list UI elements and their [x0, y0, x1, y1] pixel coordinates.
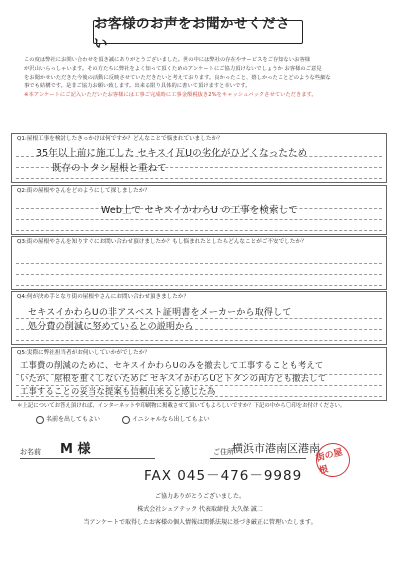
option-real-name[interactable] — [36, 414, 100, 424]
privacy-note: 当アンケートで取得したお客様の個人情報は関係法規に基づき厳正に管理いたします。 — [83, 519, 317, 526]
question-block-4 — [11, 291, 387, 345]
name-value[interactable]: M 様 — [60, 442, 91, 457]
address-label: ご住所 — [213, 448, 234, 456]
question-label: Q4:何が決め手となり街の屋根やさんにお問い合わせ頂きましたか？ — [17, 294, 190, 300]
option-circle-icon[interactable] — [122, 416, 130, 424]
answer-text: Web上で セキスイかわらU の工事を検索して — [101, 205, 298, 216]
answer-text: 35年以上前に施工した セキスイ瓦Uの劣化がひどくなったため — [36, 148, 308, 159]
company-line: 株式会社シェアテック 代表取締役 大久保 誠二 — [137, 506, 263, 513]
intro-line: が沢山いらっしゃいます。その方たちに弊社をよく知って頂くためのアンケートにご協力頂けないでしょうか お客様のご意見 — [24, 65, 322, 72]
intro-line: をお聞かせいただきた今後の活動に反映させていただきたいと考えております。良かったこと、嬉しかったことどのような些細な — [24, 74, 331, 81]
name-underline — [20, 458, 155, 459]
address-value[interactable]: 横浜市港南区港南 — [232, 442, 320, 455]
answer-text: 工事費の削減のために、セキスイかわらUのみを撤去して工事することも考えて — [20, 360, 324, 370]
option-circle-icon[interactable] — [36, 416, 44, 424]
question-label: Q5:実際に弊社担当者がお伺いしていかがでしたか？ — [17, 350, 150, 356]
fax-number: FAX 045－476－9989 — [144, 468, 303, 484]
cashback-note: ※本アンケートにご記入いただいたお客様には工事ご完成時に工事金額税抜き2%をキャッシュバックさせていただきます。 — [24, 92, 317, 99]
option-label: イニシャルなら出してもよい — [132, 416, 210, 423]
question-label: Q2:街の屋根やさんをどのようにして探しましたか？ — [17, 188, 150, 194]
company-seal-stamp: 街の屋根 — [312, 439, 353, 480]
option-initials[interactable] — [122, 414, 210, 424]
question-label: Q3:街の屋根やさんを知りすぐにお問い合わせ頂けましたか？もし悩まれたとしたらどんなことがご不安でしたか？ — [17, 239, 307, 245]
answer-text: いたが、屋根を重くしないために セキスイかわらUとトタンの両方とも撤去して — [20, 373, 327, 383]
question-label: Q1:屋根工事を検討したきっかけは何ですか？どんなことで悩まれていましたか？ — [17, 136, 223, 142]
intro-text — [24, 56, 384, 100]
answer-text: セキスイかわらUの非アスベスト証明書をメーカーから取得して — [28, 308, 292, 318]
option-label: 名前を出してもよい — [46, 416, 101, 423]
answer-text: 既存のトタン屋根と重ねて — [52, 163, 167, 174]
name-label: お名前 — [20, 448, 41, 456]
answer-text: 工事することの妥当な提案も信頼出来ると感じた為 — [20, 386, 216, 396]
intro-line: この度は弊社にお問い合わせを頂き誠にありがとうございました。世の中には弊社の存在やサービスをご存知ないお客様 — [24, 57, 311, 63]
intro-line: 事でも結構です。是非ご協力お願い致します。出来る限り具体的に書いて頂けますと幸いです。 — [24, 83, 251, 90]
page-title: お客様のお声をお聞かせください — [93, 20, 303, 44]
publication-note: ＊上記についてお答え頂ければ、インターネットや印刷物に掲載させて頂いてもよろしいですか？下記の中から〇印をお付けください。 — [17, 403, 346, 409]
answer-lines — [16, 253, 382, 286]
answer-text: 処分費の削減に努めているとの説明から — [28, 322, 194, 332]
address-underline — [210, 458, 306, 459]
thanks-text: ご協力ありがとうございました。 — [154, 493, 245, 500]
question-block-3 — [11, 236, 387, 290]
